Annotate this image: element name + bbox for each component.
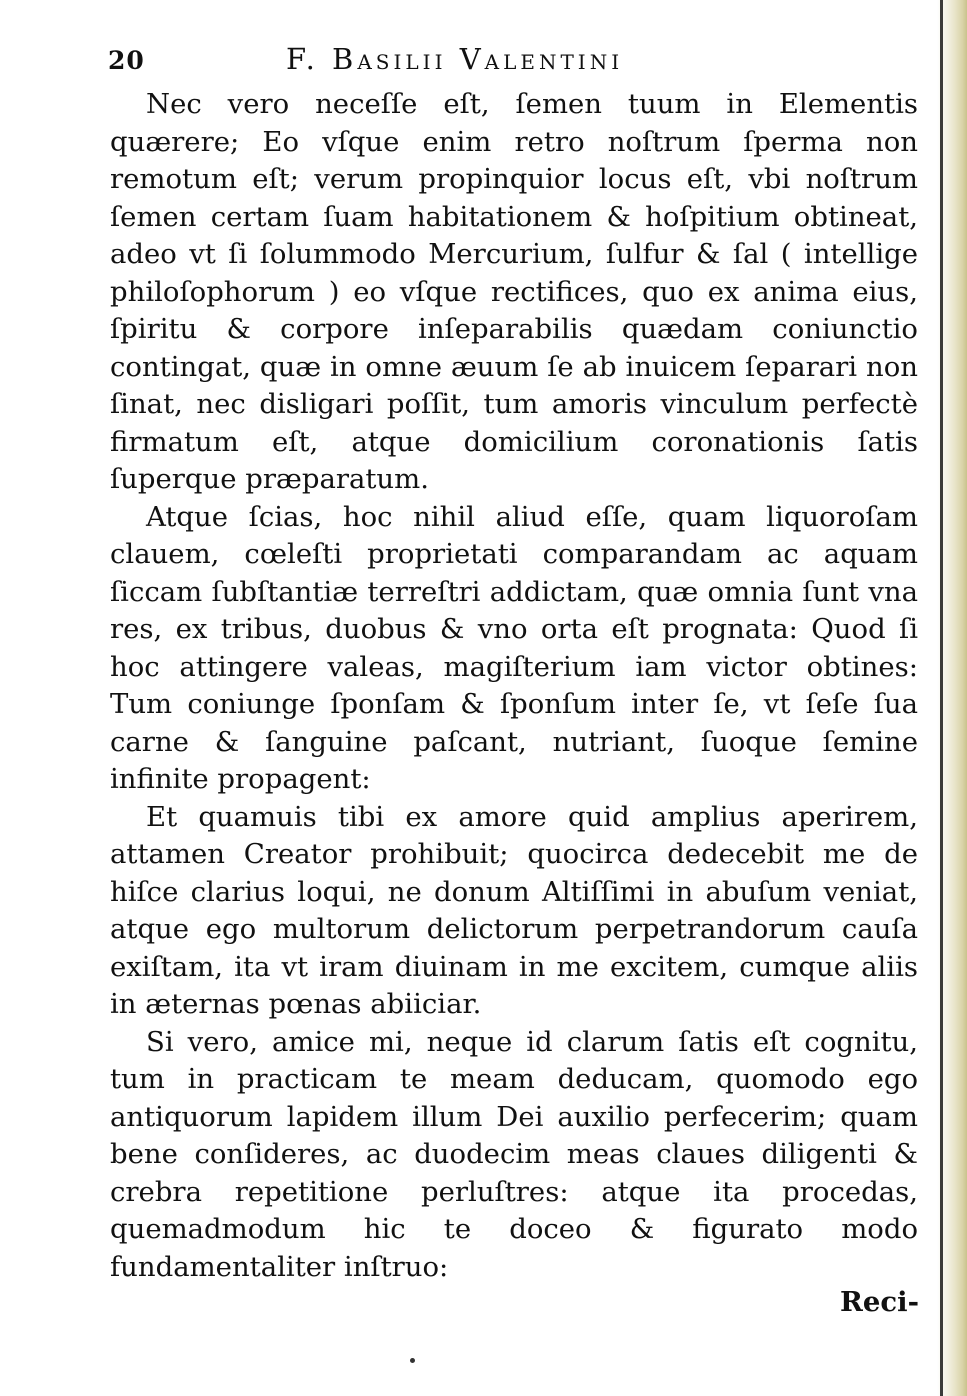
paragraph-1: Nec vero neceſſe eſt, ſemen tuum in Elementis quærere; Eo vſque enim retro noſtrum ſperma non remotum eſt; verum propinquior locus eſt, vbi noſtrum ſemen certam ſuam habitationem & hoſpitium obtineat, adeo vt ſi ſolummodo Mercurium, ſulfur & ſal ( intellige philoſophorum ) eo vſque rectifices, quo ex anima eius, ſpiritu & corpore inſeparabilis quædam coniunctio contingat, quæ in omne æuum ſe ab inuicem ſeparari non ſinat, nec disligari poſſit, tum amoris vinculum perfectè firmatum eſt, atque domicilium coronationis ſatis ſuperque præparatum.: [110, 88, 918, 495]
paragraph-2: Atque ſcias, hoc nihil aliud eſſe, quam liquoroſam clauem, cœleſti proprietati comparandam ac aquam ſiccam ſubſtantiæ terreſtri addictam, quæ omnia ſunt vna res, ex tribus, duobus & vno orta eſt prognata: Quod ſi hoc attingere valeas, magiſterium iam victor obtines: Tum coniunge ſponſam & ſponſum inter ſe, vt ſeſe ſua carne & ſanguine paſcant, nutriant, ſuoque ſemine infinite propagent:: [110, 500, 918, 795]
ink-speck: [410, 1358, 415, 1363]
page-number: 20: [108, 46, 145, 75]
page-edge-line: [940, 0, 943, 1396]
catchword: Reci-: [840, 1286, 919, 1318]
page-header: [108, 40, 948, 84]
running-head: F. Basilii Valentini: [286, 42, 624, 76]
paragraph-4: Si vero, amice mi, neque id clarum ſatis eſt cognitu, tum in practicam te meam deducam, quomodo ego antiquorum lapidem illum Dei auxilio perfecerim; quam bene conſideres, ac duodecim meas claues diligenti & crebra repetitione perluſtres: atque ita procedas, quemadmodum hic te doceo & figurato modo fundamentaliter inſtruo:: [110, 1025, 918, 1283]
body-text: [110, 86, 918, 1286]
paragraph-3: Et quamuis tibi ex amore quid amplius aperirem, attamen Creator prohibuit; quocirca dedecebit me de hiſce clarius loqui, ne donum Altiſſimi in abuſum veniat, atque ego multorum delictorum perpetrandorum cauſa exiſtam, ita vt iram diuinam in me excitem, cumque aliis in æternas pœnas abiiciar.: [110, 800, 918, 1020]
